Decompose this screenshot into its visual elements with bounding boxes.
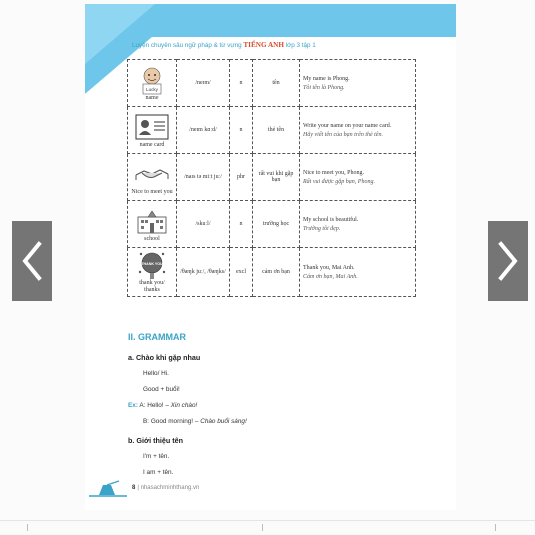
meaning: trường học xyxy=(253,201,300,248)
meaning: thẻ tên xyxy=(253,107,300,154)
example-vietnamese: Rất vui được gặp bạn, Phong. xyxy=(303,178,375,185)
meaning: tên xyxy=(253,60,300,107)
grammar-line: I'm + tên. xyxy=(143,453,170,460)
table-row xyxy=(128,107,416,154)
page-number: 8 xyxy=(132,485,136,491)
example-vietnamese: Tôi tên là Phong. xyxy=(303,84,345,91)
example-cell xyxy=(300,60,416,107)
picture-cell xyxy=(128,201,177,248)
table-row xyxy=(128,201,416,248)
name-tag-icon xyxy=(137,65,167,95)
chevron-right-icon xyxy=(496,241,520,281)
picture-caption: thank you/ thanks xyxy=(139,280,165,293)
table-row xyxy=(128,248,416,297)
example-b-english: B: Good morning! – xyxy=(143,418,199,425)
picture-caption: school xyxy=(144,235,160,242)
grammar-line: I am + tên. xyxy=(143,469,174,476)
picture-caption: name xyxy=(145,94,159,101)
name-card-icon xyxy=(135,113,169,141)
section-a-heading: a. Chào khi gặp nhau xyxy=(128,353,201,362)
book-page xyxy=(85,4,456,510)
previous-page-button[interactable] xyxy=(12,221,52,301)
example-label: Ex: xyxy=(128,402,138,409)
footer-site: | nhasachminhthang.vn xyxy=(137,485,200,491)
bottom-divider xyxy=(0,520,535,521)
picture-cell xyxy=(128,154,177,201)
picture-cell xyxy=(128,60,177,107)
school-building-icon xyxy=(134,208,170,234)
grammar-line: Good + buổi! xyxy=(143,386,180,393)
picture-cell xyxy=(128,248,177,297)
header-prefix: Luyện chuyên sâu ngữ pháp & từ vựng xyxy=(132,42,242,49)
example-english: My school is beautiful. xyxy=(303,216,359,223)
pronunciation: /neɪm kɑːd/ xyxy=(177,107,230,154)
handshake-icon xyxy=(134,163,170,185)
example-vietnamese: Hãy viết tên của bạn trên thẻ tên. xyxy=(303,131,383,138)
example-a-english: A: Hello! – xyxy=(139,402,169,409)
example-english: My name is Phong. xyxy=(303,75,350,82)
example-vietnamese: Trường tôi đẹp. xyxy=(303,225,341,232)
vocabulary-table xyxy=(127,59,416,297)
example-b-vietnamese: Chào buổi sáng! xyxy=(200,418,247,425)
pronunciation: /skuːl/ xyxy=(177,201,230,248)
header-suffix: lớp 3 tập 1 xyxy=(285,42,316,49)
example-english: Nice to meet you, Phong. xyxy=(303,169,364,176)
picture-caption: name card xyxy=(139,141,165,148)
example-vietnamese: Cảm ơn bạn, Mai Anh. xyxy=(303,273,358,280)
picture-cell xyxy=(128,107,177,154)
example-cell xyxy=(300,107,416,154)
thank-you-sign-label: THANK YOU xyxy=(141,262,163,266)
grammar-heading: II. GRAMMAR xyxy=(128,332,186,342)
example-line-b xyxy=(143,418,247,425)
part-of-speech: excl xyxy=(230,248,253,297)
example-english: Thank you, Mai Anh. xyxy=(303,264,355,271)
part-of-speech: n xyxy=(230,107,253,154)
thumbnail-tick xyxy=(262,524,263,531)
example-cell xyxy=(300,154,416,201)
section-b-heading: b. Giới thiệu tên xyxy=(128,436,184,445)
example-english: Write your name on your name card. xyxy=(303,122,392,129)
pronunciation: /neɪm/ xyxy=(177,60,230,107)
thank-you-sign-icon xyxy=(137,250,167,280)
next-page-button[interactable] xyxy=(488,221,528,301)
name-tag-label: Lucky xyxy=(146,86,158,92)
example-cell xyxy=(300,248,416,297)
thumbnail-tick xyxy=(495,524,496,531)
part-of-speech: n xyxy=(230,201,253,248)
example-a-vietnamese: Xin chào! xyxy=(170,402,198,409)
example-line-a xyxy=(128,402,197,409)
header-title xyxy=(132,41,316,49)
thumbnail-tick xyxy=(27,524,28,531)
part-of-speech: phr xyxy=(230,154,253,201)
page-footer xyxy=(89,479,309,499)
table-row xyxy=(128,60,416,107)
footer-text xyxy=(132,485,199,491)
table-row xyxy=(128,154,416,201)
publisher-logo-icon xyxy=(89,479,129,499)
pronunciation: /naɪs tə miːt juː/ xyxy=(177,154,230,201)
example-cell xyxy=(300,201,416,248)
grammar-line: Hello/ Hi. xyxy=(143,370,169,377)
pronunciation: /θæŋk juː/, /θæŋks/ xyxy=(177,248,230,297)
header-highlight: TIẾNG ANH xyxy=(243,41,284,49)
picture-caption: Nice to meet you xyxy=(131,188,173,195)
part-of-speech: n xyxy=(230,60,253,107)
chevron-left-icon xyxy=(20,241,44,281)
meaning: rất vui khi gặp bạn xyxy=(253,154,300,201)
meaning: cảm ơn bạn xyxy=(253,248,300,297)
